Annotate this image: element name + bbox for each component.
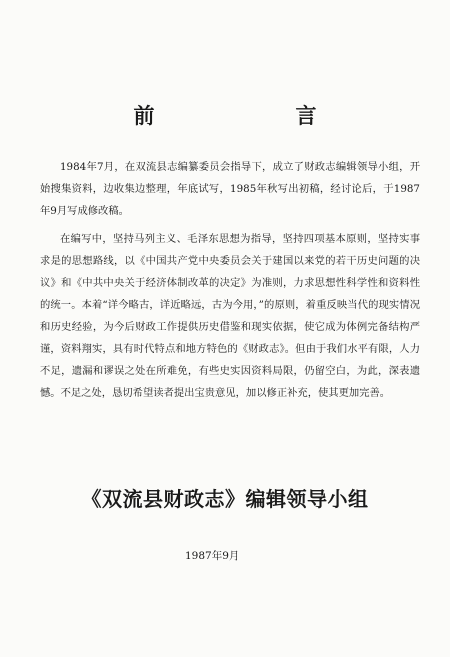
page-title: 前 言 — [133, 103, 377, 128]
signature-date: 1987年9月 — [185, 550, 240, 562]
paragraph-2: 在编写中，坚持马列主义、毛泽东思想为指导，坚持四项基本原则，坚持实事求是的思想路线，以《中国共产党中央委员会关于建国以来党的若干历史问题的决议》和《中共中央关于经济体制改革的决定》为准则，力求思想性科学性和资料性的统一。本着“详今略古，详近略远，古为今用，”的原则，着重反映当代的现实情况和历史经验，为今后财政工作提供历史借鉴和现实依据，使它成为体例完备结构严谨，资料翔实，具有时代特点和地方特色的《财政志》。但由于我们水平有限，人力不足，遗漏和谬误之处在所难免，有些史实因资料局限，仍留空白，为此，深表遗憾。不足之处，恳切希望读者提出宝贵意见，加以修正补充，使其更加完善。 — [40, 233, 420, 399]
paragraph-1: 1984年7月，在双流县志编纂委员会指导下，成立了财政志编辑领导小组，开始搜集资料，边收集边整理，年底试写，1985年秋写出初稿，经讨论后，于1987年9月写成修改稿。 — [40, 161, 420, 217]
signature-line: 《双流县财政志》编辑领导小组 — [81, 487, 369, 511]
